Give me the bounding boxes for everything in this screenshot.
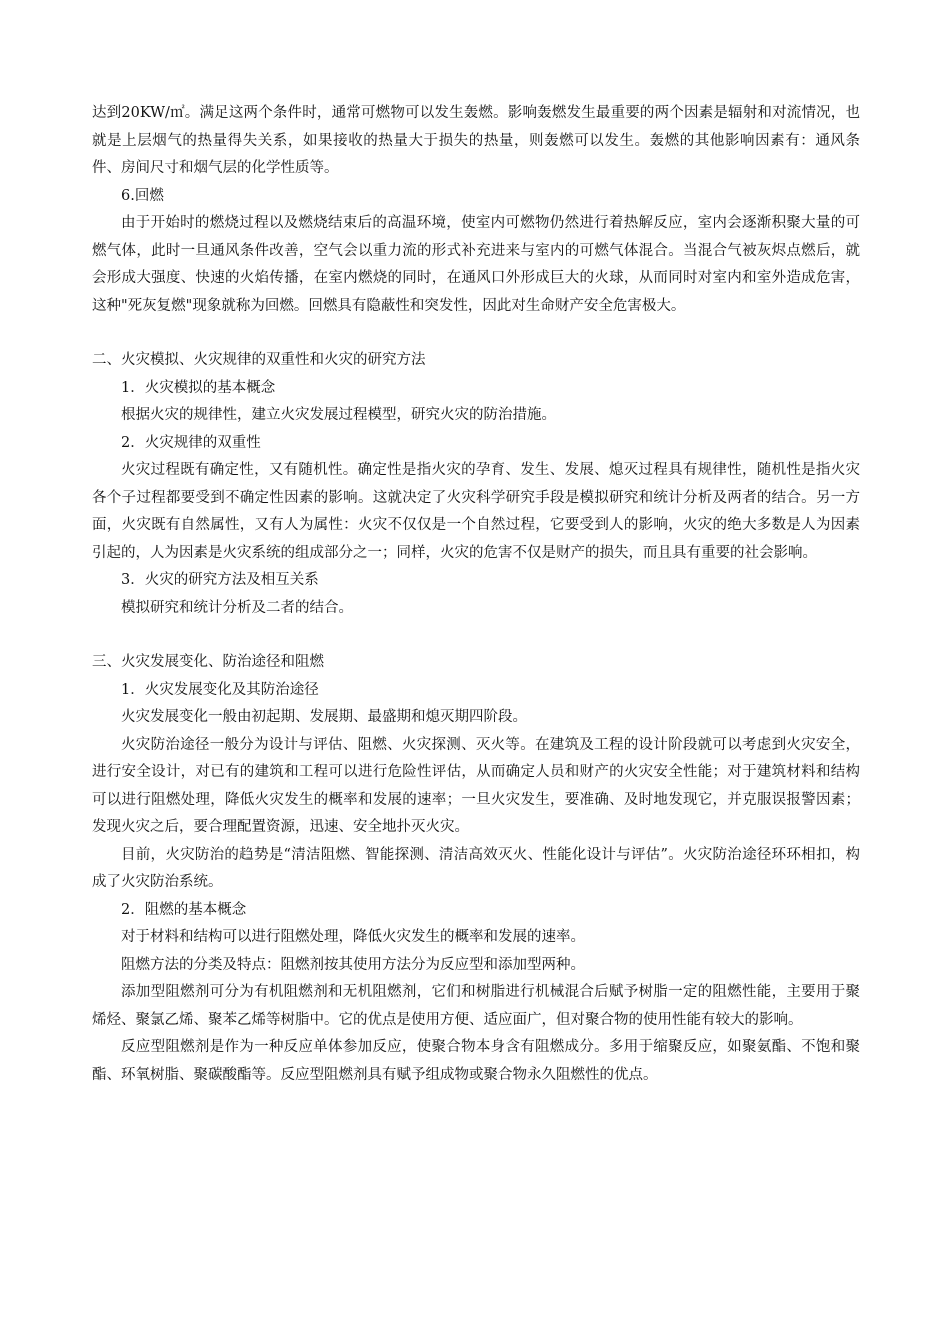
backdraft-heading: 6.回燃 xyxy=(121,187,164,204)
section-3-paragraph-2: 火灾防治途径一般分为设计与评估、阻燃、火灾探测、灭火等。在建筑及工程的设计阶段就可以考虑到火灾安全，进行安全设计，对已有的建筑和工程可以进行危险性评估，从而确定人员和财产的火灾安全性能；对于建筑材料和结构可以进行阻燃处理，降低火灾发生的概率和发展的速率；一旦火灾发生，要准确、及时地发现它，并克服误报警因素；发现火灾之后，要合理配置资源，迅速、安全地扑灭火灾。 xyxy=(92,736,860,835)
section-2-paragraph-3: 模拟研究和统计分析及二者的结合。 xyxy=(121,599,353,616)
section-3-paragraph-3: 目前，火灾防治的趋势是“清洁阻燃、智能探测、清洁高效灭火、性能化设计与评估”。火灾防治途径环环相扣，构成了火灾防治系统。 xyxy=(92,846,860,890)
backdraft-paragraph: 由于开始时的燃烧过程以及燃烧结束后的高温环境，使室内可燃物仍然进行着热解反应，室内会逐渐积聚大量的可燃气体，此时一旦通风条件改善，空气会以重力流的形式补充进来与室内的可燃气体混合。当混合气被灰烬点燃后，就会形成大强度、快速的火焰传播，在室内燃烧的同时，在通风口外形成巨大的火球，从而同时对室内和室外造成危害，这种"死灰复燃"现象就称为回燃。回燃具有隐蔽性和突发性，因此对生命财产安全危害极大。 xyxy=(92,215,860,314)
section-3-title: 三、火灾发展变化、防治途径和阻燃 xyxy=(92,654,324,670)
section-2-paragraph-2: 火灾过程既有确定性，又有随机性。确定性是指火灾的孕育、发生、发展、熄灭过程具有规律性，随机性是指火灾各个子过程都要受到不确定性因素的影响。这就决定了火灾科学研究手段是模拟研究和统计分析及两者的结合。另一方面，火灾既有自然属性，又有人为属性：火灾不仅仅是一个自然过程，它要受到人的影响，火灾的绝大多数是人为因素引起的，人为因素是火灾系统的组成部分之一；同样，火灾的危害不仅是财产的损失，而且具有重要的社会影响。 xyxy=(92,462,860,561)
section-2-paragraph-1: 根据火灾的规律性，建立火灾发展过程模型，研究火灾的防治措施。 xyxy=(121,407,556,423)
section-3-heading-1: 1．火灾发展变化及其防治途径 xyxy=(121,681,319,698)
section-3-paragraph-5: 阻燃方法的分类及特点：阻燃剂按其使用方法分为反应型和添加型两种。 xyxy=(121,956,585,973)
section-2-heading-2: 2．火灾规律的双重性 xyxy=(121,434,261,451)
section-3-paragraph-1: 火灾发展变化一般由初起期、发展期、最盛期和熄灭期四阶段。 xyxy=(121,709,527,725)
flashover-paragraph: 达到20KW/㎡。满足这两个条件时，通常可燃物可以发生轰燃。影响轰燃发生最重要的两个因素是辐射和对流情况，也就是上层烟气的热量得失关系，如果接收的热量大于损失的热量，则轰燃可以发生。轰燃的其他影响因素有：通风条件、房间尺寸和烟气层的化学性质等。 xyxy=(92,105,860,176)
section-3-paragraph-4: 对于材料和结构可以进行阻燃处理，降低火灾发生的概率和发展的速率。 xyxy=(121,929,585,945)
section-3-paragraph-6: 添加型阻燃剂可分为有机阻燃剂和无机阻燃剂，它们和树脂进行机械混合后赋予树脂一定的阻燃性能，主要用于聚烯烃、聚氯乙烯、聚苯乙烯等树脂中。它的优点是使用方便、适应面广，但对聚合物的使用性能有较大的影响。 xyxy=(92,984,860,1028)
section-2-title: 二、火灾模拟、火灾规律的双重性和火灾的研究方法 xyxy=(92,352,426,368)
section-2-heading-1: 1．火灾模拟的基本概念 xyxy=(121,379,276,396)
section-3-heading-2: 2．阻燃的基本概念 xyxy=(121,901,247,918)
section-3-paragraph-7: 反应型阻燃剂是作为一种反应单体参加反应，使聚合物本身含有阻燃成分。多用于缩聚反应，如聚氨酯、不饱和聚酯、环氧树脂、聚碳酸酯等。反应型阻燃剂具有赋予组成物或聚合物永久阻燃性的优点。 xyxy=(92,1039,860,1083)
section-2-heading-3: 3．火灾的研究方法及相互关系 xyxy=(121,572,319,588)
document-page xyxy=(92,100,860,1089)
